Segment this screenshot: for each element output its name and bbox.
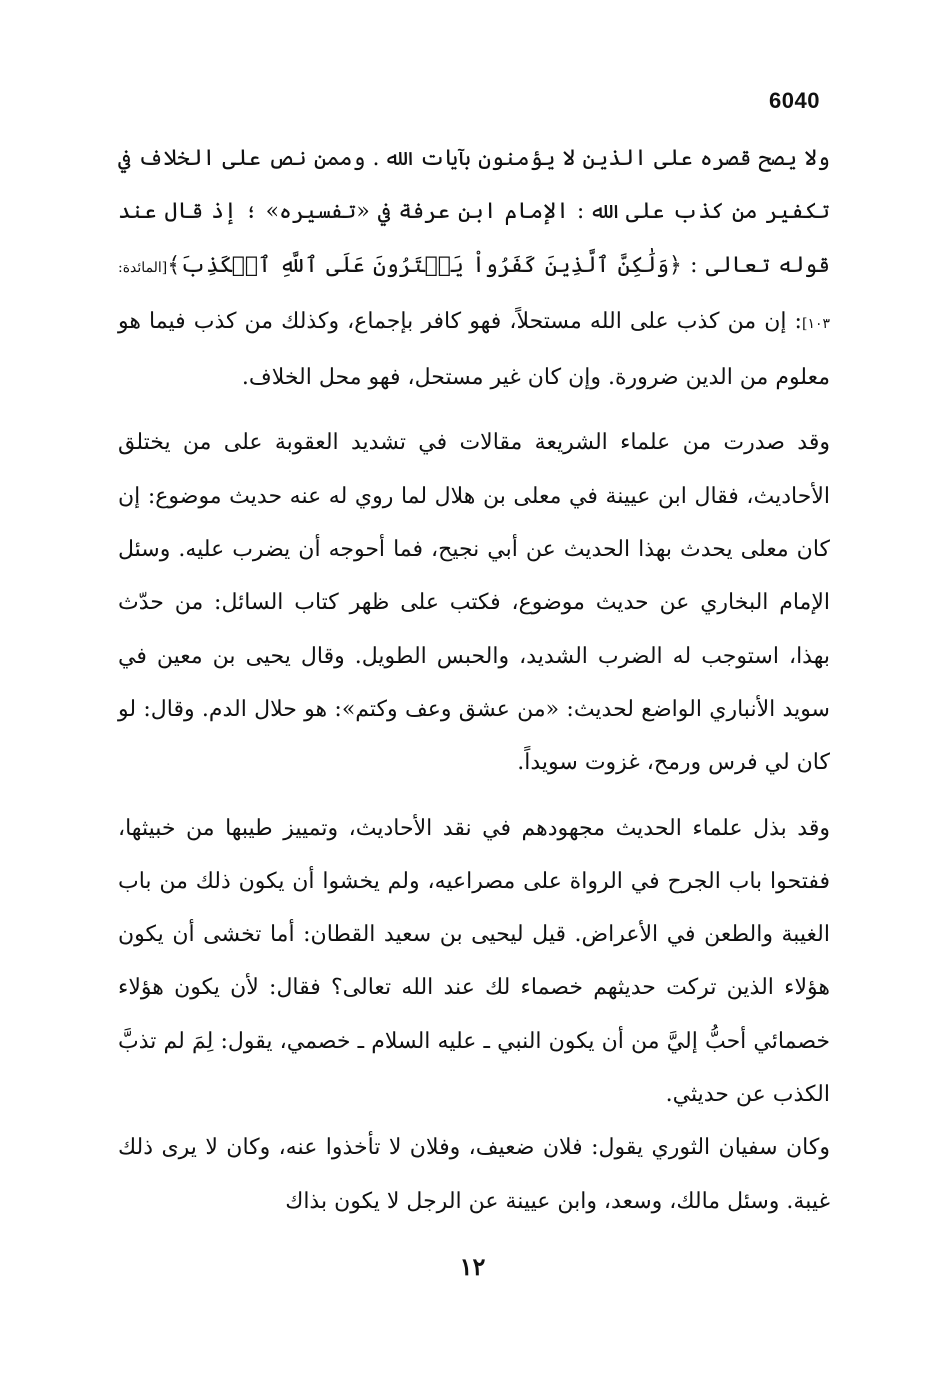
paragraph-1-rest: : إن من كذب على الله مستحلاً، فهو كافر بإجماع، وكذلك من كذب فيما هو معلوم من الدين ضرورة. وإن كان غير مستحل، فهو محل الخلاف.	[118, 308, 830, 391]
page-number: ١٢	[459, 1252, 486, 1281]
paragraph-1	[118, 132, 830, 404]
quran-quote: ﴿وَلَٰكِنَّ ٱلَّذِينَ كَفَرُواْ يَفۡتَرُونَ عَلَى ٱللَّهِ ٱلۡكَذِبَ﴾	[167, 252, 682, 278]
page-body	[118, 132, 830, 1228]
page-id: 6040	[769, 88, 820, 113]
paragraph-2: وقد صدرت من علماء الشريعة مقالات في تشديد العقوبة على من يختلق الأحاديث، فقال ابن عيينة في معلى بن هلال لما روي له عنه حديث موضوع: إن كان معلى يحدث بهذا الحديث عن أبي نجيح، فما أحوجه أن يضرب عليه. وسئل الإمام البخاري عن حديث موضوع، فكتب على ظهر كتاب السائل: من حدّث بهذا، استوجب له الضرب الشديد، والحبس الطويل. وقال يحيى بن معين في سويد الأنباري الواضع لحديث: «من عشق وعف وكتم»: هو حلال الدم. وقال: لو كان لي فرس ورمح، غزوت سويداً.	[118, 430, 830, 776]
paragraph-4: وكان سفيان الثوري يقول: فلان ضعيف، وفلان لا تأخذوا عنه، وكان لا يرى ذلك غيبة. وسئل مالك، وسعد، وابن عيينة عن الرجل لا يكون بذاك	[118, 1135, 830, 1214]
paragraph-3: وقد بذل علماء الحديث مجهودهم في نقد الأحاديث، وتمييز طيبها من خبيثها، ففتحوا باب الجرح في الرواة على مصراعيه، ولم يخشوا أن يكون ذلك من باب الغيبة والطعن في الأعراض. قيل ليحيى بن سعيد القطان: أما تخشى أن يكون هؤلاء الذين تركت حديثهم خصماء لك عند الله تعالى؟ فقال: لأن يكون هؤلاء خصمائي أحبُّ إليَّ من أن يكون النبي ـ عليه السلام ـ خصمي، يقول: لِمَ لم تذبَّ الكذب عن حديثي.	[118, 815, 830, 1108]
quran-reference: [المائدة: ١٠٣]	[118, 259, 830, 332]
paragraph-1-intro: ولا يصح قصره على الذين لا يؤمنون بآيات الله . وممن نص على الخلاف في تكفير من كذب على الله : الإمام ابن عرفة في «تفسيره» ؛ إذ قال عند قوله تعالى :	[118, 146, 830, 278]
